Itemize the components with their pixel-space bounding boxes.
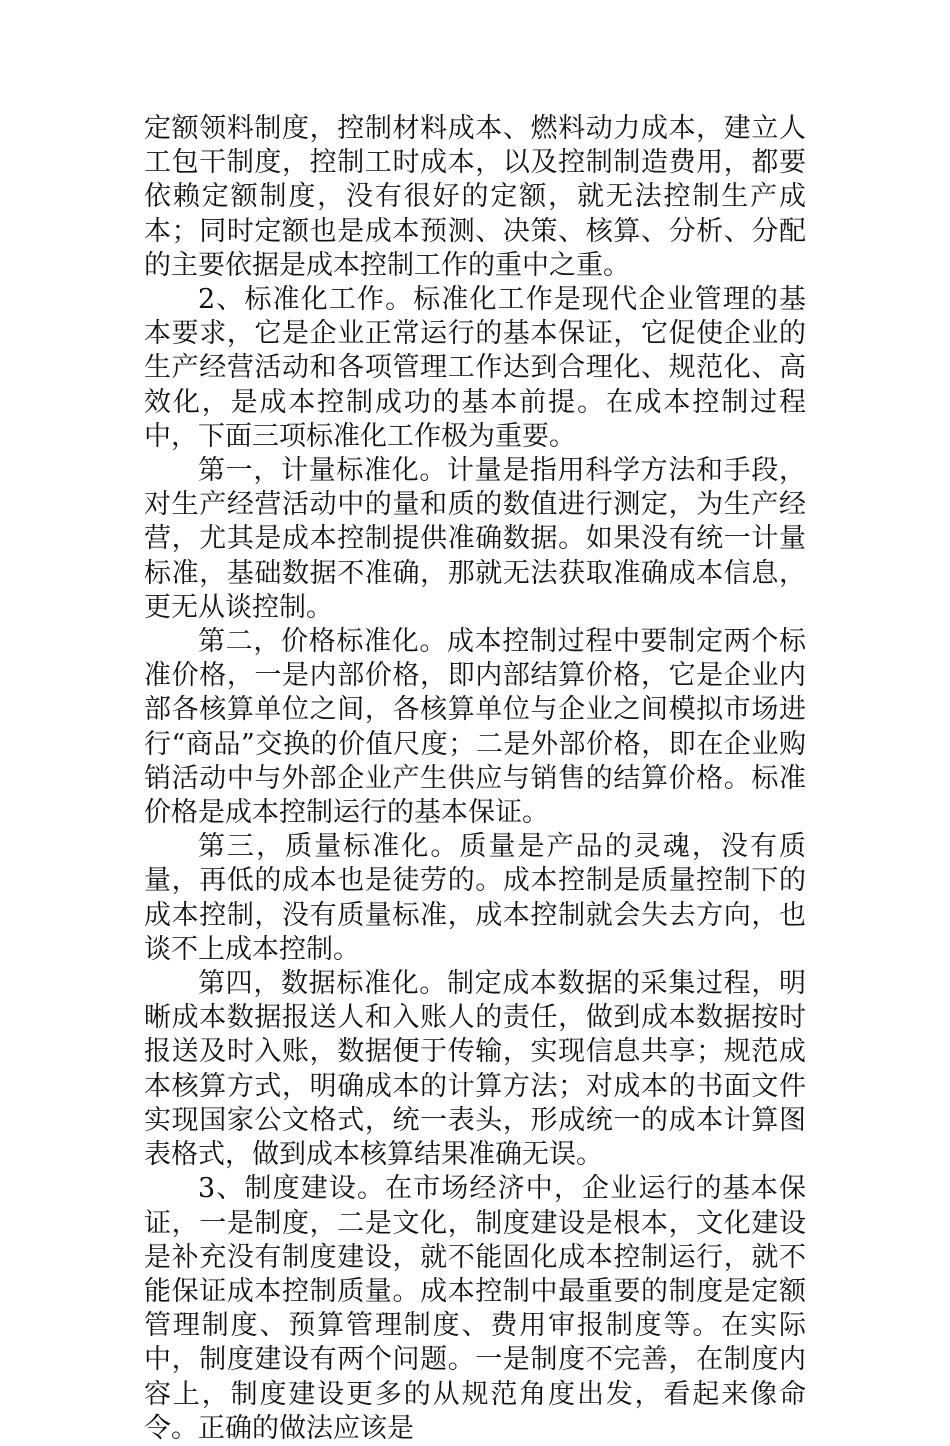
paragraph-standardization-work: 2、标准化工作。标准化工作是现代企业管理的基本要求，它是企业正常运行的基本保证，它促使企业的生产经营活动和各项管理工作达到合理化、规范化、高效化，是成本控制成功的基本前提。在成本控制过程中，下面三项标准化工作极为重要。 bbox=[144, 284, 806, 452]
paragraph-measurement-standardization: 第一，计量标准化。计量是指用科学方法和手段，对生产经营活动中的量和质的数值进行测定，为生产经营，尤其是成本控制提供准确数据。如果没有统一计量标准，基础数据不准确，那就无法获取准确成本信息，更无从谈控制。 bbox=[144, 455, 806, 623]
paragraph-quality-standardization: 第三，质量标准化。质量是产品的灵魂，没有质量，再低的成本也是徒劳的。成本控制是质量控制下的成本控制，没有质量标准，成本控制就会失去方向，也谈不上成本控制。 bbox=[144, 831, 806, 965]
document-page bbox=[144, 112, 806, 1446]
paragraph-data-standardization: 第四，数据标准化。制定成本数据的采集过程，明晰成本数据报送人和入账人的责任，做到成本数据按时报送及时入账，数据便于传输，实现信息共享；规范成本核算方式，明确成本的计算方法；对成本的书面文件实现国家公文格式，统一表头，形成统一的成本计算图表格式，做到成本核算结果准确无误。 bbox=[144, 968, 806, 1171]
paragraph-system-construction: 3、制度建设。在市场经济中，企业运行的基本保证，一是制度，二是文化，制度建设是根本，文化建设是补充没有制度建设，就不能固化成本控制运行，就不能保证成本控制质量。成本控制中最重要的制度是定额管理制度、预算管理制度、费用审报制度等。在实际中，制度建设有两个问题。一是制度不完善，在制度内容上，制度建设更多的从规范角度出发，看起来像命令。正确的做法应该是 bbox=[144, 1173, 806, 1444]
paragraph-quota-system: 定额领料制度，控制材料成本、燃料动力成本，建立人工包干制度，控制工时成本，以及控制制造费用，都要依赖定额制度，没有很好的定额，就无法控制生产成本；同时定额也是成本预测、决策、核算、分析、分配的主要依据是成本控制工作的重中之重。 bbox=[144, 113, 806, 281]
paragraph-price-standardization: 第二，价格标准化。成本控制过程中要制定两个标准价格，一是内部价格，即内部结算价格，它是企业内部各核算单位之间，各核算单位与企业之间模拟市场进行“商品”交换的价值尺度；二是外部价格，即在企业购销活动中与外部企业产生供应与销售的结算价格。标准价格是成本控制运行的基本保证。 bbox=[144, 626, 806, 829]
